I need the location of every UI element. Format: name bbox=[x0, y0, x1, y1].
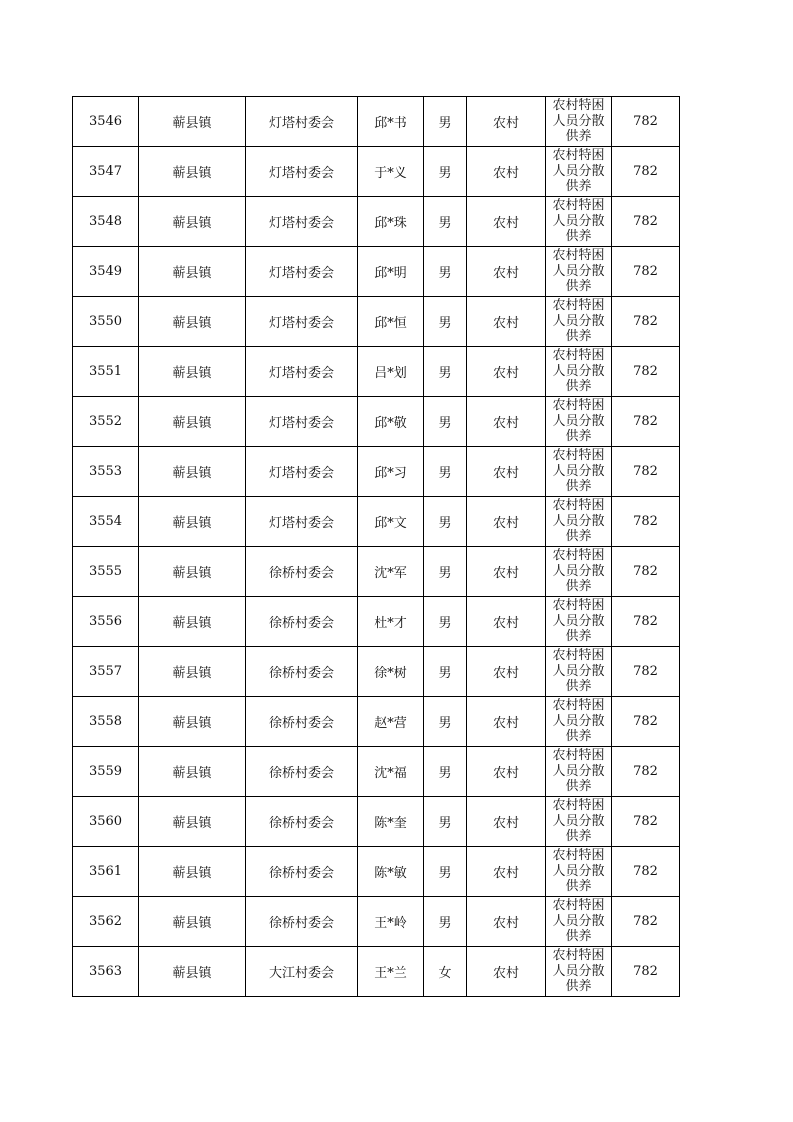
cell-town: 蕲县镇 bbox=[139, 497, 246, 547]
cell-village: 徐桥村委会 bbox=[246, 547, 358, 597]
cell-area: 农村 bbox=[467, 397, 546, 447]
cell-name: 邱*恒 bbox=[358, 297, 424, 347]
cell-amount: 782 bbox=[612, 347, 680, 397]
cell-area: 农村 bbox=[467, 747, 546, 797]
support-type-text: 农村特困人员分散供养 bbox=[552, 148, 605, 194]
table-row bbox=[73, 797, 680, 847]
table-row bbox=[73, 697, 680, 747]
cell-gender: 男 bbox=[424, 797, 467, 847]
cell-amount: 782 bbox=[612, 297, 680, 347]
cell-town: 蕲县镇 bbox=[139, 597, 246, 647]
cell-amount: 782 bbox=[612, 147, 680, 197]
support-type-text: 农村特困人员分散供养 bbox=[552, 898, 605, 944]
cell-amount: 782 bbox=[612, 497, 680, 547]
cell-name: 邱*文 bbox=[358, 497, 424, 547]
cell-village: 徐桥村委会 bbox=[246, 897, 358, 947]
cell-number: 3556 bbox=[73, 597, 139, 647]
cell-town: 蕲县镇 bbox=[139, 747, 246, 797]
table-row bbox=[73, 647, 680, 697]
cell-name: 赵*营 bbox=[358, 697, 424, 747]
cell-village: 徐桥村委会 bbox=[246, 597, 358, 647]
cell-number: 3561 bbox=[73, 847, 139, 897]
cell-village: 灯塔村委会 bbox=[246, 297, 358, 347]
cell-gender: 男 bbox=[424, 347, 467, 397]
cell-gender: 男 bbox=[424, 597, 467, 647]
cell-area: 农村 bbox=[467, 697, 546, 747]
cell-number: 3550 bbox=[73, 297, 139, 347]
cell-town: 蕲县镇 bbox=[139, 447, 246, 497]
cell-gender: 男 bbox=[424, 547, 467, 597]
cell-gender: 男 bbox=[424, 647, 467, 697]
table-row bbox=[73, 497, 680, 547]
cell-amount: 782 bbox=[612, 947, 680, 997]
cell-number: 3546 bbox=[73, 97, 139, 147]
cell-number: 3555 bbox=[73, 547, 139, 597]
table-row bbox=[73, 97, 680, 147]
support-type-text: 农村特困人员分散供养 bbox=[552, 848, 605, 894]
cell-name: 杜*才 bbox=[358, 597, 424, 647]
cell-area: 农村 bbox=[467, 297, 546, 347]
cell-name: 王*兰 bbox=[358, 947, 424, 997]
cell-town: 蕲县镇 bbox=[139, 247, 246, 297]
cell-amount: 782 bbox=[612, 747, 680, 797]
cell-town: 蕲县镇 bbox=[139, 197, 246, 247]
cell-village: 灯塔村委会 bbox=[246, 247, 358, 297]
cell-name: 邱*书 bbox=[358, 97, 424, 147]
cell-area: 农村 bbox=[467, 197, 546, 247]
table-row bbox=[73, 297, 680, 347]
cell-town: 蕲县镇 bbox=[139, 147, 246, 197]
cell-village: 灯塔村委会 bbox=[246, 447, 358, 497]
cell-area: 农村 bbox=[467, 947, 546, 997]
support-type-text: 农村特困人员分散供养 bbox=[552, 548, 605, 594]
cell-area: 农村 bbox=[467, 447, 546, 497]
cell-amount: 782 bbox=[612, 647, 680, 697]
cell-number: 3551 bbox=[73, 347, 139, 397]
cell-village: 灯塔村委会 bbox=[246, 197, 358, 247]
cell-name: 沈*福 bbox=[358, 747, 424, 797]
cell-amount: 782 bbox=[612, 697, 680, 747]
table-row bbox=[73, 197, 680, 247]
cell-gender: 女 bbox=[424, 947, 467, 997]
cell-gender: 男 bbox=[424, 197, 467, 247]
cell-gender: 男 bbox=[424, 747, 467, 797]
cell-village: 徐桥村委会 bbox=[246, 697, 358, 747]
cell-village: 灯塔村委会 bbox=[246, 397, 358, 447]
cell-support-type bbox=[546, 197, 612, 247]
cell-support-type bbox=[546, 697, 612, 747]
cell-town: 蕲县镇 bbox=[139, 297, 246, 347]
cell-gender: 男 bbox=[424, 97, 467, 147]
cell-support-type bbox=[546, 847, 612, 897]
cell-name: 徐*树 bbox=[358, 647, 424, 697]
cell-support-type bbox=[546, 447, 612, 497]
table-row bbox=[73, 247, 680, 297]
cell-number: 3549 bbox=[73, 247, 139, 297]
cell-number: 3560 bbox=[73, 797, 139, 847]
cell-number: 3562 bbox=[73, 897, 139, 947]
cell-town: 蕲县镇 bbox=[139, 797, 246, 847]
cell-gender: 男 bbox=[424, 247, 467, 297]
cell-support-type bbox=[546, 247, 612, 297]
support-type-text: 农村特困人员分散供养 bbox=[552, 448, 605, 494]
cell-town: 蕲县镇 bbox=[139, 547, 246, 597]
support-type-text: 农村特困人员分散供养 bbox=[552, 748, 605, 794]
support-type-text: 农村特困人员分散供养 bbox=[552, 798, 605, 844]
table-row bbox=[73, 847, 680, 897]
cell-support-type bbox=[546, 797, 612, 847]
cell-name: 邱*珠 bbox=[358, 197, 424, 247]
roster-table bbox=[72, 96, 680, 997]
cell-number: 3557 bbox=[73, 647, 139, 697]
cell-gender: 男 bbox=[424, 397, 467, 447]
cell-area: 农村 bbox=[467, 797, 546, 847]
cell-name: 邱*敬 bbox=[358, 397, 424, 447]
cell-name: 沈*军 bbox=[358, 547, 424, 597]
cell-gender: 男 bbox=[424, 147, 467, 197]
support-type-text: 农村特困人员分散供养 bbox=[552, 348, 605, 394]
cell-support-type bbox=[546, 97, 612, 147]
cell-village: 大江村委会 bbox=[246, 947, 358, 997]
cell-town: 蕲县镇 bbox=[139, 97, 246, 147]
cell-support-type bbox=[546, 147, 612, 197]
table-row bbox=[73, 747, 680, 797]
cell-area: 农村 bbox=[467, 247, 546, 297]
cell-amount: 782 bbox=[612, 247, 680, 297]
table-row bbox=[73, 397, 680, 447]
support-type-text: 农村特困人员分散供养 bbox=[552, 98, 605, 144]
cell-area: 农村 bbox=[467, 897, 546, 947]
cell-area: 农村 bbox=[467, 347, 546, 397]
cell-number: 3553 bbox=[73, 447, 139, 497]
cell-name: 于*义 bbox=[358, 147, 424, 197]
cell-town: 蕲县镇 bbox=[139, 347, 246, 397]
support-type-text: 农村特困人员分散供养 bbox=[552, 498, 605, 544]
cell-town: 蕲县镇 bbox=[139, 647, 246, 697]
support-type-text: 农村特困人员分散供养 bbox=[552, 698, 605, 744]
cell-area: 农村 bbox=[467, 547, 546, 597]
cell-village: 徐桥村委会 bbox=[246, 797, 358, 847]
cell-town: 蕲县镇 bbox=[139, 947, 246, 997]
table-row bbox=[73, 897, 680, 947]
cell-village: 徐桥村委会 bbox=[246, 747, 358, 797]
cell-amount: 782 bbox=[612, 897, 680, 947]
cell-name: 邱*习 bbox=[358, 447, 424, 497]
cell-name: 陈*敏 bbox=[358, 847, 424, 897]
cell-village: 灯塔村委会 bbox=[246, 347, 358, 397]
cell-number: 3547 bbox=[73, 147, 139, 197]
cell-village: 徐桥村委会 bbox=[246, 647, 358, 697]
support-type-text: 农村特困人员分散供养 bbox=[552, 198, 605, 244]
cell-area: 农村 bbox=[467, 97, 546, 147]
cell-support-type bbox=[546, 297, 612, 347]
support-type-text: 农村特困人员分散供养 bbox=[552, 598, 605, 644]
cell-support-type bbox=[546, 647, 612, 697]
cell-town: 蕲县镇 bbox=[139, 397, 246, 447]
cell-amount: 782 bbox=[612, 547, 680, 597]
cell-village: 灯塔村委会 bbox=[246, 147, 358, 197]
cell-village: 灯塔村委会 bbox=[246, 97, 358, 147]
cell-amount: 782 bbox=[612, 597, 680, 647]
cell-area: 农村 bbox=[467, 647, 546, 697]
cell-name: 吕*划 bbox=[358, 347, 424, 397]
cell-number: 3554 bbox=[73, 497, 139, 547]
cell-gender: 男 bbox=[424, 847, 467, 897]
cell-number: 3559 bbox=[73, 747, 139, 797]
cell-name: 陈*奎 bbox=[358, 797, 424, 847]
cell-gender: 男 bbox=[424, 697, 467, 747]
support-type-text: 农村特困人员分散供养 bbox=[552, 298, 605, 344]
support-type-text: 农村特困人员分散供养 bbox=[552, 398, 605, 444]
cell-support-type bbox=[546, 747, 612, 797]
cell-amount: 782 bbox=[612, 397, 680, 447]
cell-support-type bbox=[546, 347, 612, 397]
cell-area: 农村 bbox=[467, 497, 546, 547]
cell-number: 3558 bbox=[73, 697, 139, 747]
cell-gender: 男 bbox=[424, 447, 467, 497]
cell-support-type bbox=[546, 947, 612, 997]
cell-amount: 782 bbox=[612, 847, 680, 897]
cell-amount: 782 bbox=[612, 447, 680, 497]
cell-village: 灯塔村委会 bbox=[246, 497, 358, 547]
cell-amount: 782 bbox=[612, 197, 680, 247]
cell-area: 农村 bbox=[467, 147, 546, 197]
table-row bbox=[73, 597, 680, 647]
cell-amount: 782 bbox=[612, 97, 680, 147]
cell-name: 王*岭 bbox=[358, 897, 424, 947]
cell-town: 蕲县镇 bbox=[139, 897, 246, 947]
table-row bbox=[73, 147, 680, 197]
table-row bbox=[73, 547, 680, 597]
cell-gender: 男 bbox=[424, 497, 467, 547]
cell-gender: 男 bbox=[424, 297, 467, 347]
cell-village: 徐桥村委会 bbox=[246, 847, 358, 897]
cell-town: 蕲县镇 bbox=[139, 697, 246, 747]
cell-support-type bbox=[546, 897, 612, 947]
table-row bbox=[73, 447, 680, 497]
table-row bbox=[73, 347, 680, 397]
cell-town: 蕲县镇 bbox=[139, 847, 246, 897]
cell-name: 邱*明 bbox=[358, 247, 424, 297]
cell-support-type bbox=[546, 547, 612, 597]
roster-body bbox=[73, 97, 680, 997]
cell-number: 3552 bbox=[73, 397, 139, 447]
cell-support-type bbox=[546, 397, 612, 447]
cell-area: 农村 bbox=[467, 847, 546, 897]
cell-amount: 782 bbox=[612, 797, 680, 847]
cell-number: 3563 bbox=[73, 947, 139, 997]
support-type-text: 农村特困人员分散供养 bbox=[552, 948, 605, 994]
support-type-text: 农村特困人员分散供养 bbox=[552, 648, 605, 694]
support-type-text: 农村特困人员分散供养 bbox=[552, 248, 605, 294]
cell-support-type bbox=[546, 597, 612, 647]
cell-number: 3548 bbox=[73, 197, 139, 247]
cell-area: 农村 bbox=[467, 597, 546, 647]
cell-gender: 男 bbox=[424, 897, 467, 947]
table-row bbox=[73, 947, 680, 997]
cell-support-type bbox=[546, 497, 612, 547]
